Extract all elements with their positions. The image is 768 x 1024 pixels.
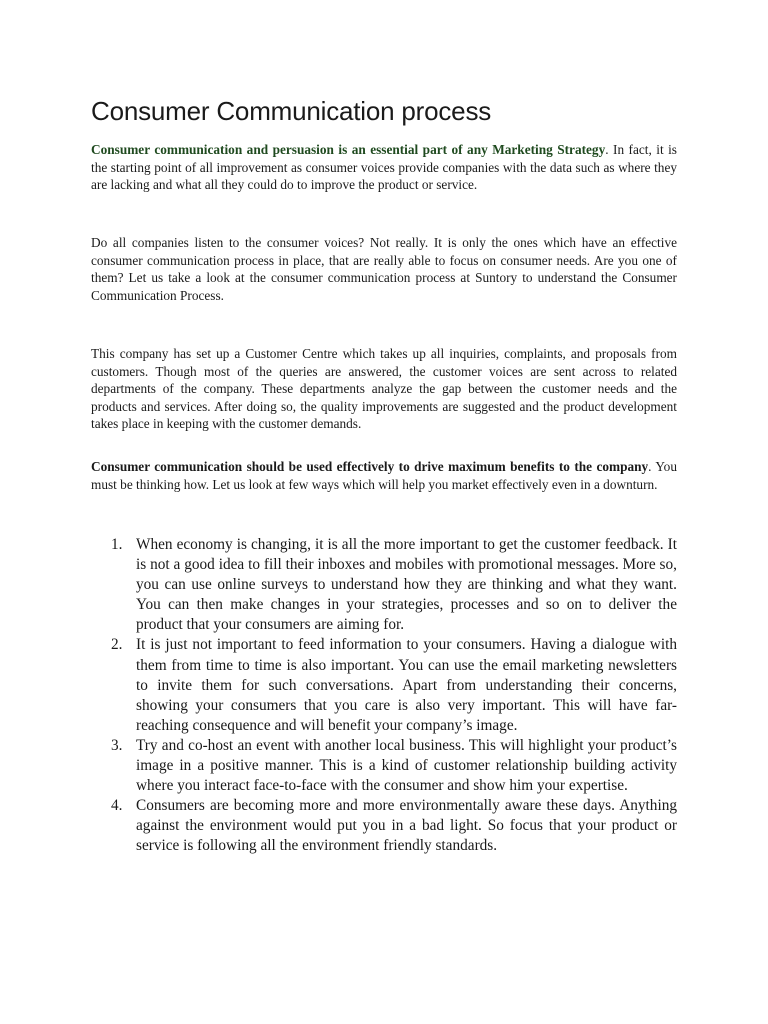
list-item-text: Try and co-host an event with another local business. This will highlight your product’s image in a positive manner. This is a kind of customer relationship building activity where you interact face-to-face with the consumer and show him your expertise. xyxy=(136,736,677,795)
paragraph-suntory: This company has set up a Customer Centre which takes up all inquiries, complaints, and proposals from customers. Though most of the queries are answered, the customer voices are sent across to related departments of the company. These departments analyze the gap between the customer needs and the products and services. After doing so, the quality improvements are suggested and the product development takes place in keeping with the customer demands. xyxy=(91,346,677,431)
intro-lead-text: Consumer communication and persuasion is an essential part of any Marketing Strategy xyxy=(91,142,606,157)
list-item-text: It is just not important to feed information to your consumers. Having a dialogue with them from time to time is also important. You can use the email marketing newsletters to invite them for such conversations. Apart from understanding their concerns, showing your consumers that you care is also very important. This will have far-reaching consequence and will benefit your company’s image. xyxy=(136,636,677,734)
list-item-text: Consumers are becoming more and more environmentally aware these days. Anything against the environment would put you in a bad light. So focus that your product or service is following all the environment friendly standards. xyxy=(136,797,677,855)
list-item-number: 3. xyxy=(111,736,123,754)
page-title: Consumer Communication process xyxy=(91,96,492,126)
paragraph-effective xyxy=(91,458,677,493)
intro-body-text: . In fact, it is the starting point of all improvement as consumer voices provide companies with the data such as where they are lacking and what all they could do to improve the product or service. xyxy=(91,142,677,192)
list-item-number: 4. xyxy=(111,797,123,815)
effective-lead-text: Consumer communication should be used effectively to drive maximum benefits to the company xyxy=(91,459,649,474)
list-item-number: 1. xyxy=(111,536,123,553)
list-item xyxy=(91,535,677,635)
list-item-number: 2. xyxy=(111,636,123,654)
paragraph-intro xyxy=(91,141,677,194)
list-item xyxy=(91,796,677,856)
list-item xyxy=(91,736,677,796)
list-item xyxy=(91,635,677,735)
effective-body-text: . You must be thinking how. Let us look at few ways which will help you market effectively even in a downturn. xyxy=(91,459,677,492)
paragraph-listen: Do all companies listen to the consumer voices? Not really. It is only the ones which have an effective consumer communication process in place, that are really able to focus on consumer needs. Are you one of them? Let us take a look at the consumer communication process at Suntory to understand the Consumer Communication Process. xyxy=(91,235,677,303)
list-item-text: When economy is changing, it is all the more important to get the customer feedback. It is not a good idea to fill their inboxes and mobiles with promotional messages. More so, you can use online surveys to understand how they are thinking and what they want. You can then make changes in your strategies, processes and so on to deliver the product that your consumers are aiming for. xyxy=(136,536,677,634)
tips-list xyxy=(91,535,677,857)
